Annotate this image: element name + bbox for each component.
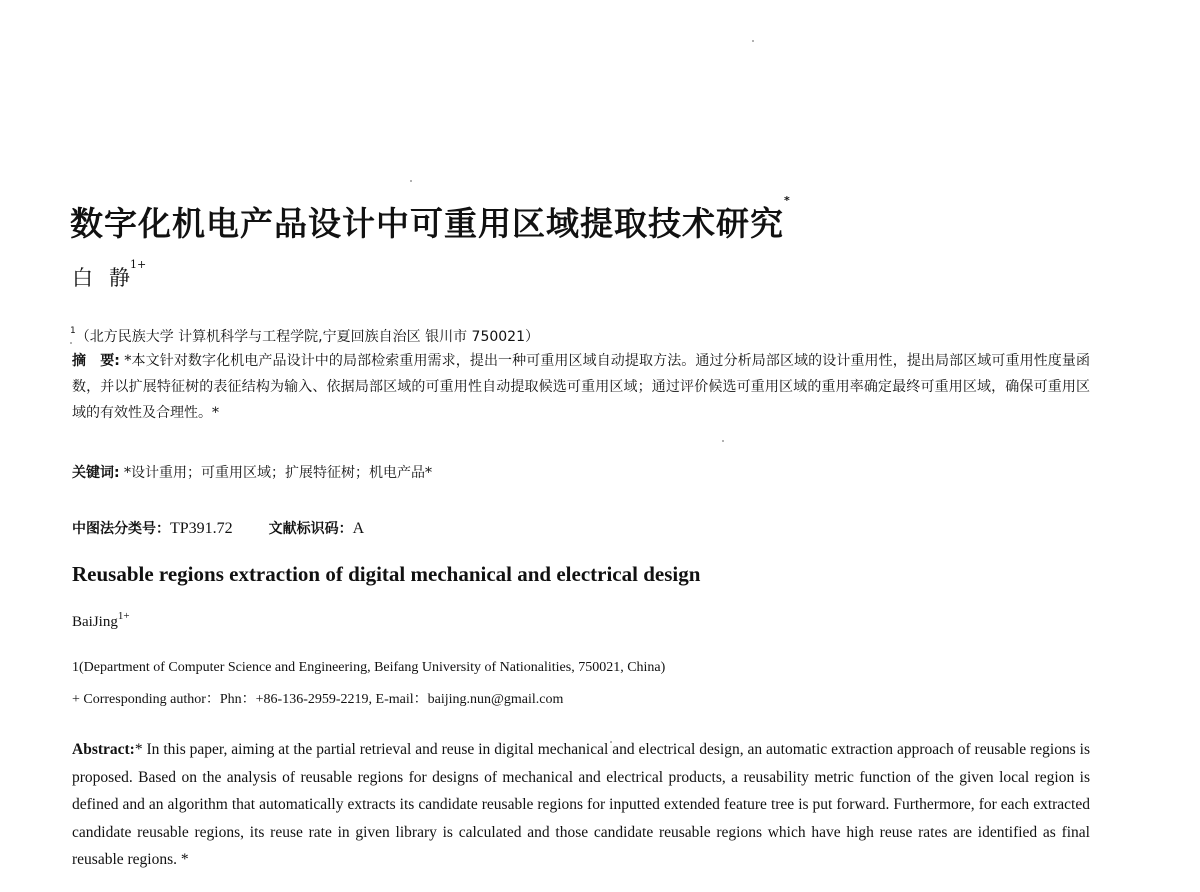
- abstract-english-text: * In this paper, aiming at the partial retrieval and reuse in digital mechanical and electrical design, an automatic extraction approach of reusable regions is proposed. Based on the analysis of reusable regions for designs of mechanical and electrical products, a reusability metric function of the given local region is defined and an algorithm that automatically extracts its candidate reusable regions for inputted extended feature tree is put forward. Furthermore, for each extracted candidate reusable regions, its reuse rate in given library is calculated and those candidate reusable regions which have high reuse rates are identified as final reusable regions. *: [72, 741, 1090, 868]
- doc-code-label: 文献标识码：: [268, 521, 353, 537]
- title-footnote-mark: *: [784, 194, 791, 207]
- title-chinese: [70, 194, 791, 245]
- classification-line: [72, 518, 364, 538]
- author-english-name: BaiJing: [72, 614, 118, 630]
- author-chinese: [72, 258, 147, 292]
- title-chinese-text: 数字化机电产品设计中可重用区域提取技术研究: [70, 204, 784, 243]
- abstract-english-label: Abstract:: [72, 741, 135, 758]
- affiliation-chinese: [70, 326, 539, 346]
- doc-code-value: A: [352, 520, 365, 537]
- scan-speck: [722, 440, 724, 442]
- affiliation-chinese-text: （北方民族大学 计算机科学与工程学院,宁夏回族自治区 银川市 750021）: [75, 329, 539, 345]
- affiliation-mark: 1: [70, 326, 76, 336]
- scan-speck: [410, 180, 412, 182]
- corresponding-author: + Corresponding author：Phn：+86-136-2959-2219, E-mail：baijing.nun@gmail.com: [72, 692, 564, 707]
- author-mark: 1+: [130, 258, 147, 271]
- abstract-english: [72, 736, 1090, 874]
- author-english: [72, 610, 130, 631]
- author-given: 白: [72, 266, 93, 290]
- keywords-label: 关键词:: [72, 465, 120, 481]
- title-english: Reusable regions extraction of digital mechanical and electrical design: [72, 562, 701, 586]
- abstract-chinese-text: *本文针对数字化机电产品设计中的局部检索重用需求，提出一种可重用区域自动提取方法。通过分析局部区域的设计重用性，提出局部区域可重用性度量函数，并以扩展特征树的表征结构为输入、依据局部区域的可重用性自动提取候选可重用区域；通过评价候选可重用区域的重用率确定最终可重用区域，确保可重用区域的有效性及合理性。*: [72, 353, 1090, 421]
- scan-speck: [752, 40, 754, 42]
- keywords-chinese: [72, 462, 432, 482]
- clc-value: TP391.72: [170, 520, 233, 537]
- author-english-mark: 1+: [117, 610, 130, 622]
- keywords-text: *设计重用；可重用区域；扩展特征树；机电产品*: [119, 465, 433, 481]
- abstract-chinese-label: 摘 要:: [72, 353, 120, 369]
- abstract-chinese: [72, 348, 1090, 426]
- affiliation-english: 1(Department of Computer Science and Engineering, Beifang University of Nationalities, 750021, China): [72, 660, 666, 675]
- author-family: 静: [109, 266, 130, 290]
- clc-label: 中图法分类号：: [72, 521, 170, 537]
